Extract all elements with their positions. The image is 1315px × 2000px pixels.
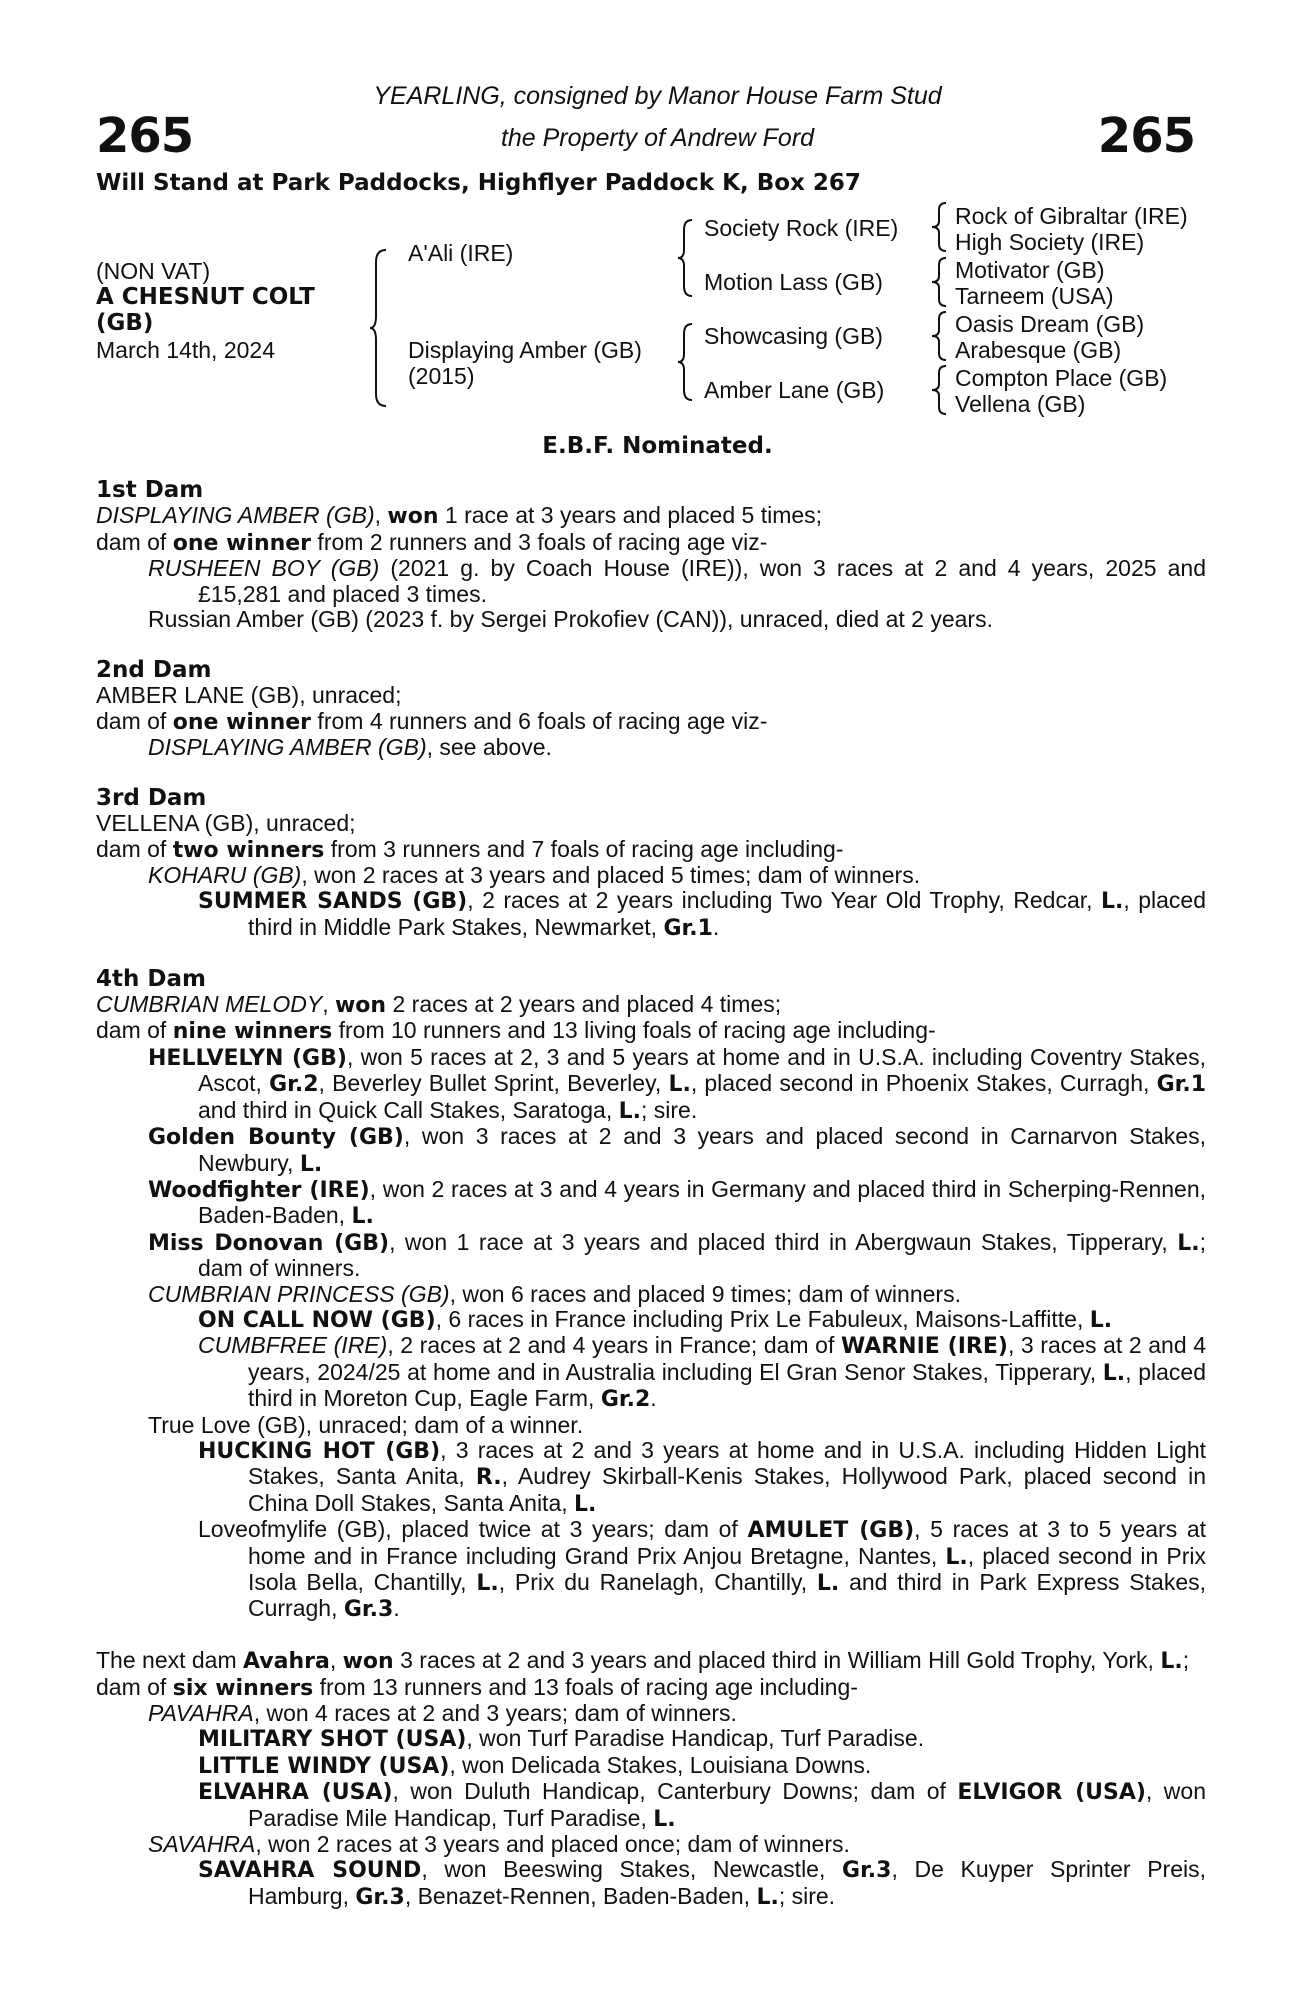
pedigree-brace-2b: [676, 322, 696, 402]
body-line: CUMBRIAN PRINCESS (GB), won 6 races and placed 9 times; dam of winners.: [148, 1280, 961, 1307]
dam-dam: Amber Lane (GB): [704, 377, 885, 403]
dam-sire: Showcasing (GB): [704, 323, 883, 349]
property-line: the Property of Andrew Ford: [500, 124, 815, 152]
body-line: The next dam Avahra, won 3 races at 2 and 3 years and placed third in William Hill Gold Trophy, York, L.;: [96, 1647, 1190, 1675]
body-line: RUSHEEN BOY (GB) (2021 g. by Coach House (IRE)), won 3 races at 2 and 4 years, 2025 and £15,281 and placed 3 times.: [148, 555, 1206, 607]
sire-dam: Motion Lass (GB): [704, 269, 883, 295]
pedigree-brace-1: [368, 248, 390, 408]
body-line: Miss Donovan (GB), won 1 race at 3 years and placed third in Abergwaun Stakes, Tipperary, L.; dam of winners.: [148, 1228, 1206, 1282]
body-line: dam of nine winners from 10 runners and 13 living foals of racing age including-: [96, 1017, 936, 1045]
body-line: PAVAHRA, won 4 races at 2 and 3 years; dam of winners.: [148, 1700, 737, 1727]
body-line: ELVAHRA (USA), won Duluth Handicap, Canterbury Downs; dam of ELVIGOR (USA), won Paradise Mile Handicap, Turf Paradise, L.: [198, 1778, 1206, 1832]
dam-sire-dam: Arabesque (GB): [955, 337, 1122, 363]
section-heading: 4th Dam: [96, 965, 206, 992]
body-line: Russian Amber (GB) (2023 f. by Sergei Prokofiev (CAN)), unraced, died at 2 years.: [148, 606, 993, 633]
horse-country: (GB): [96, 310, 154, 336]
stand-location: Will Stand at Park Paddocks, Highflyer Paddock K, Box 267: [96, 170, 861, 196]
pedigree-brace-3c: [930, 310, 950, 362]
body-line: Woodfighter (IRE), won 2 races at 3 and 4 years in Germany and placed third in Scherping-Rennen, Baden-Baden, L.: [148, 1175, 1206, 1230]
dam: Displaying Amber (GB): [408, 337, 642, 363]
dam-dam-dam: Vellena (GB): [955, 391, 1086, 417]
sire-dam-sire: Motivator (GB): [955, 257, 1105, 283]
pedigree-brace-3d: [930, 364, 950, 416]
section-heading: 2nd Dam: [96, 656, 212, 683]
body-line: DISPLAYING AMBER (GB), won 1 race at 3 years and placed 5 times;: [96, 502, 823, 530]
body-line: Loveofmylife (GB), placed twice at 3 years; dam of AMULET (GB), 5 races at 3 to 5 years at home and in France including Grand Prix Anjou Bretagne, Nantes, L., placed second in Prix Isola Bella, Chantilly, L., Prix du Ranelagh, Chantilly, L. and third in Park Express Stakes, Curragh, Gr.3.: [198, 1516, 1207, 1623]
sire: A'Ali (IRE): [408, 240, 514, 266]
lot-number-left: 265: [96, 108, 194, 164]
body-line: SUMMER SANDS (GB), 2 races at 2 years including Two Year Old Trophy, Redcar, L., placed third in Middle Park Stakes, Newmarket, Gr.1.: [198, 887, 1206, 941]
body-line: CUMBFREE (IRE), 2 races at 2 and 4 years in France; dam of WARNIE (IRE), 3 races at 2 and 4 years, 2024/25 at home and in Australia including El Gran Senor Stakes, Tipperary, L., placed third in Moreton Cup, Eagle Farm, Gr.2.: [198, 1332, 1207, 1413]
pedigree-brace-3b: [930, 256, 950, 308]
body-line: dam of six winners from 13 runners and 13 foals of racing age including-: [96, 1673, 858, 1701]
body-line: DISPLAYING AMBER (GB), see above.: [148, 734, 552, 761]
dam-year: (2015): [408, 363, 475, 389]
section-heading: 3rd Dam: [96, 784, 207, 811]
body-line: dam of one winner from 4 runners and 6 foals of racing age viz-: [96, 707, 768, 735]
horse-name: A CHESNUT COLT: [96, 284, 315, 310]
sire-sire-sire: Rock of Gibraltar (IRE): [955, 203, 1188, 229]
vat-status: (NON VAT): [96, 258, 211, 284]
body-line: MILITARY SHOT (USA), won Turf Paradise Handicap, Turf Paradise.: [198, 1725, 925, 1753]
sire-sire: Society Rock (IRE): [704, 215, 899, 241]
dam-dam-sire: Compton Place (GB): [955, 365, 1168, 391]
section-heading: 1st Dam: [96, 477, 204, 503]
foaling-date: March 14th, 2024: [96, 337, 276, 363]
ebf-nomination: E.B.F. Nominated.: [542, 433, 773, 459]
body-line: HELLVELYN (GB), won 5 races at 2, 3 and 5 years at home and in U.S.A. including Coventry Stakes, Ascot, Gr.2, Beverley Bullet Sprint, Beverley, L., placed second in Phoenix Stakes, Curragh, Gr.1 and third in Quick Call Stakes, Saratoga, L.; sire.: [148, 1043, 1206, 1124]
consignor-line: YEARLING, consigned by Manor House Farm Stud: [373, 82, 942, 110]
body-line: SAVAHRA SOUND, won Beeswing Stakes, Newcastle, Gr.3, De Kuyper Sprinter Preis, Hamburg, Gr.3, Benazet-Rennen, Baden-Baden, L.; sire.: [198, 1856, 1206, 1910]
body-line: LITTLE WINDY (USA), won Delicada Stakes, Louisiana Downs.: [198, 1751, 872, 1779]
sire-sire-dam: High Society (IRE): [955, 229, 1145, 255]
body-line: KOHARU (GB), won 2 races at 3 years and placed 5 times; dam of winners.: [148, 862, 921, 889]
body-line: Golden Bounty (GB), won 3 races at 2 and 3 years and placed second in Carnarvon Stakes, Newbury, L.: [148, 1123, 1206, 1177]
pedigree-brace-2a: [676, 218, 696, 298]
lot-number-right: 265: [1097, 108, 1195, 164]
body-line: ON CALL NOW (GB), 6 races in France including Prix Le Fabuleux, Maisons-Laffitte, L.: [198, 1305, 1113, 1333]
body-line: HUCKING HOT (GB), 3 races at 2 and 3 years at home and in U.S.A. including Hidden Light Stakes, Santa Anita, R., Audrey Skirball-Kenis Stakes, Hollywood Park, placed second in China Doll Stakes, Santa Anita, L.: [198, 1436, 1206, 1517]
dam-sire-sire: Oasis Dream (GB): [955, 311, 1145, 337]
body-line: dam of two winners from 3 runners and 7 foals of racing age including-: [96, 835, 844, 863]
sire-dam-dam: Tarneem (USA): [955, 283, 1114, 309]
body-line: SAVAHRA, won 2 races at 3 years and placed once; dam of winners.: [148, 1831, 850, 1858]
body-line: CUMBRIAN MELODY, won 2 races at 2 years and placed 4 times;: [96, 991, 782, 1019]
catalogue-body: [96, 478, 1206, 1910]
body-line: dam of one winner from 2 runners and 3 foals of racing age viz-: [96, 528, 768, 556]
body-line: True Love (GB), unraced; dam of a winner.: [148, 1411, 584, 1438]
body-line: AMBER LANE (GB), unraced;: [96, 682, 402, 709]
body-line: VELLENA (GB), unraced;: [96, 810, 356, 837]
pedigree-brace-3a: [930, 201, 950, 253]
